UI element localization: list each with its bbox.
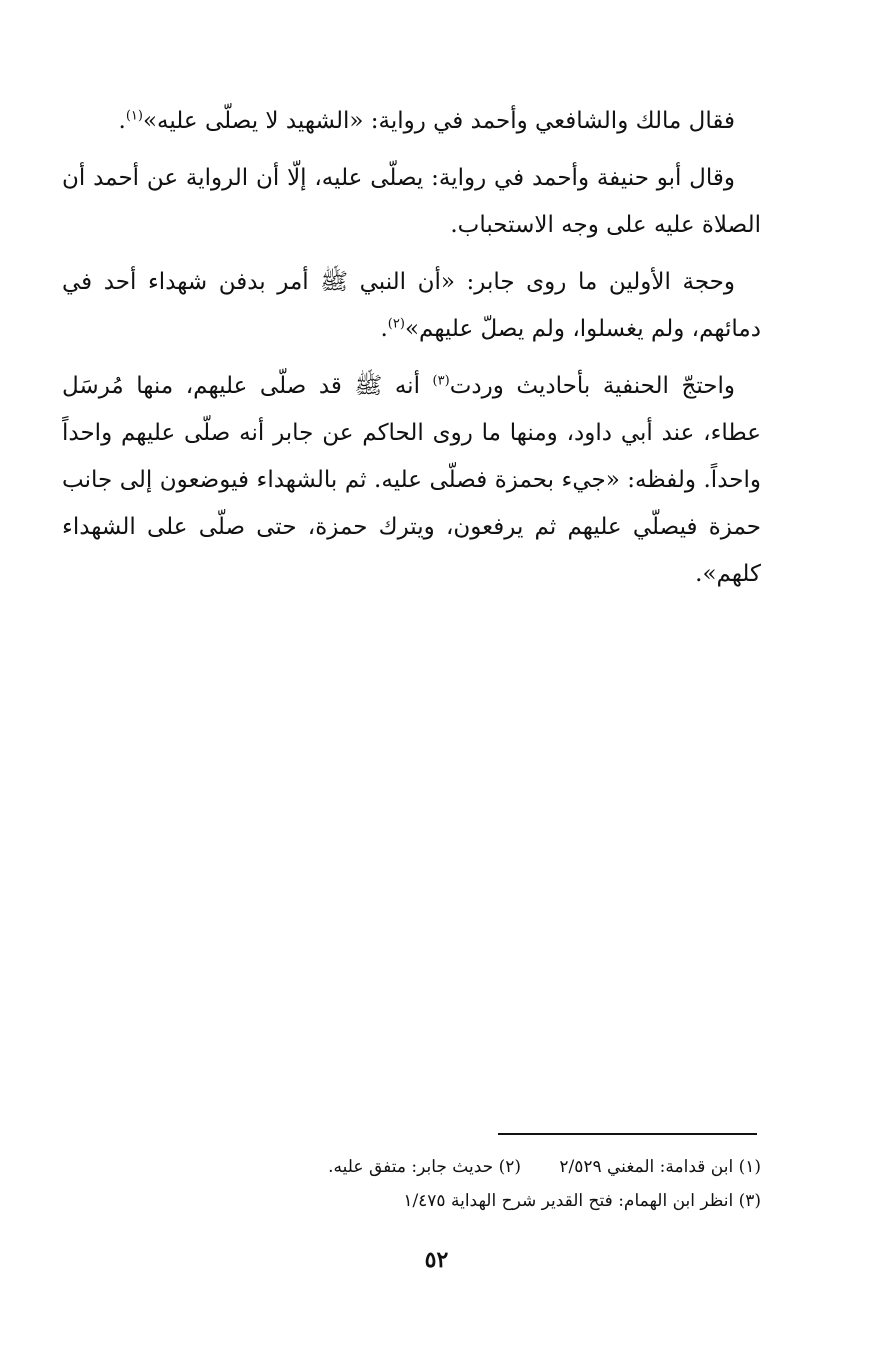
footnote-ref-1: (١) [125, 108, 143, 124]
main-text [62, 98, 761, 608]
footnote-ref-2: (٢) [387, 316, 405, 332]
footnote-divider [498, 1133, 757, 1135]
footnote-3: (٣) انظر ابن الهمام: فتح القدير شرح الهداية ١/٤٧٥ [403, 1191, 761, 1211]
footnote-row-1 [62, 1150, 761, 1184]
footnote-1: (١) ابن قدامة: المغني ٢/٥٢٩ [559, 1157, 761, 1177]
paragraph-3: وحجة الأولين ما روى جابر: «أن النبي ﷺ أمر بدفن شهداء أحد في دمائهم، ولم يغسلوا، ولم يصلّ عليهم»$^{(٢)}$. [62, 269, 761, 342]
footnote-ref-3: (٣) [432, 373, 450, 389]
paragraph-2: وقال أبو حنيفة وأحمد في رواية: يصلّى عليه، إلّا أن الرواية عن أحمد أن الصلاة عليه على وجه الاستحباب. [62, 165, 761, 238]
paragraph-4: واحتجّ الحنفية بأحاديث وردت$^{(٣)}$ أنه ﷺ قد صلّى عليهم، منها مُرسَل عطاء، عند أبي داود، ومنها ما روى الحاكم عن جابر أنه صلّى عليهم واحداً واحداً. ولفظه: «جيء بحمزة فصلّى عليه. ثم بالشهداء فيوضعون إلى جانب حمزة فيصلّي عليهم ثم يرفعون، ويترك حمزة، حتى صلّى على الشهداء كلهم». [62, 373, 761, 587]
footnote-2: (٢) حديث جابر: متفق عليه. [328, 1157, 521, 1177]
paragraph-1: فقال مالك والشافعي وأحمد في رواية: «الشهيد لا يصلّى عليه»$^{(١)}$. [118, 108, 735, 134]
footnotes [62, 1150, 761, 1218]
page-number: ٥٢ [424, 1247, 449, 1273]
footnote-row-2 [62, 1184, 761, 1218]
